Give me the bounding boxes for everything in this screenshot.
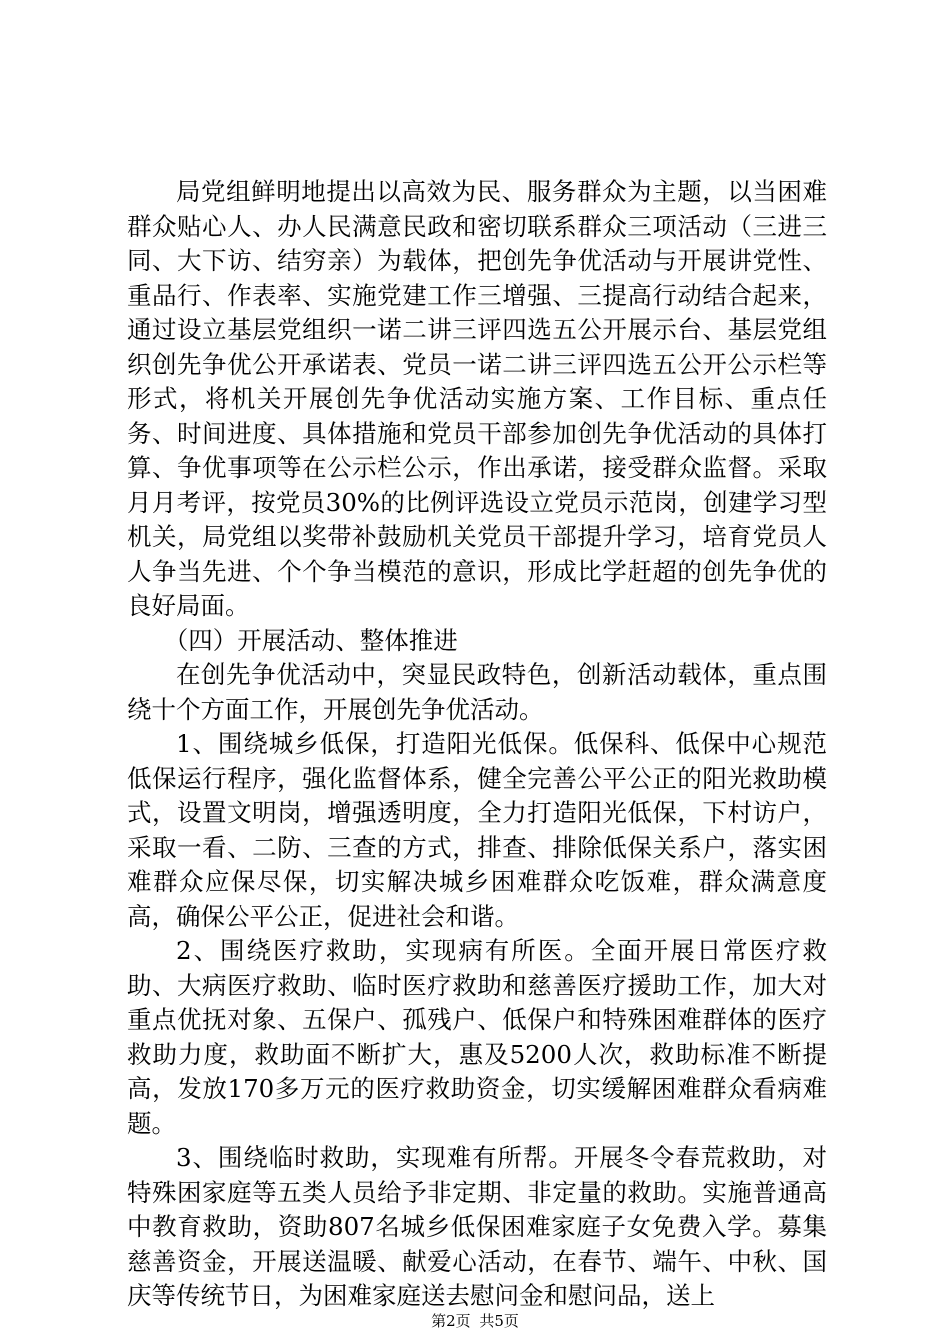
paragraph-party-group-theme: 局党组鲜明地提出以高效为民、服务群众为主题，以当困难群众贴心人、办人民满意民政和密切联系群众三项活动（三进三同、大下访、结穷亲）为载体，把创先争优活动与开展讲党性、重品行、作表率、实施党建工作三增强、三提高行动结合起来，通过设立基层党组织一诺二讲三评四选五公开展示台、基层党组织创先争优公开承诺表、党员一诺二讲三评四选五公开公示栏等形式，将机关开展创先争优活动实施方案、工作目标、重点任务、时间进度、具体措施和党员干部参加创先争优活动的具体打算、争优事项等在公示栏公示，作出承诺，接受群众监督。采取月月考评，按党员30%的比例评选设立党员示范岗，创建学习型机关，局党组以奖带补鼓励机关党员干部提升学习，培育党员人人争当先进、个个争当模范的意识，形成比学赶超的创先争优的良好局面。 <box>127 177 827 620</box>
paragraph-item-3: 3、围绕临时救助，实现难有所帮。开展冬令春荒救助，对特殊困家庭等五类人员给予非定期、非定量的救助。实施普通高中教育救助，资助807名城乡低保困难家庭子女免费入学。募集慈善资金，开展送温暖、献爱心活动，在春节、端午、中秋、国庆等传统节日，为困难家庭送去慰问金和慰问品，送上 <box>127 1143 827 1310</box>
paragraph-item-1: 1、围绕城乡低保，打造阳光低保。低保科、低保中心规范低保运行程序，强化监督体系，健全完善公平公正的阳光救助模式，设置文明岗，增强透明度，全力打造阳光低保，下村访户，采取一看、二防、三查的方式，排查、排除低保关系户，落实困难群众应保尽保，切实解决城乡困难群众吃饭难，群众满意度高，确保公平公正，促进社会和谐。 <box>127 729 827 931</box>
document-body <box>127 175 827 1314</box>
paragraph-item-2: 2、围绕医疗救助，实现病有所医。全面开展日常医疗救助、大病医疗救助、临时医疗救助和慈善医疗援助工作，加大对重点优抚对象、五保户、孤残户、低保户和特殊困难群体的医疗救助力度，救助面不断扩大，惠及5200人次，救助标准不断提高，发放170多万元的医疗救助资金，切实缓解困难群众看病难题。 <box>127 936 827 1138</box>
section-heading-4: （四）开展活动、整体推进 <box>163 625 458 655</box>
page-footer: 第2页 共5页 <box>431 1312 519 1330</box>
paragraph-intro: 在创先争优活动中，突显民政特色，创新活动载体，重点围绕十个方面工作，开展创先争优活动。 <box>127 660 827 724</box>
